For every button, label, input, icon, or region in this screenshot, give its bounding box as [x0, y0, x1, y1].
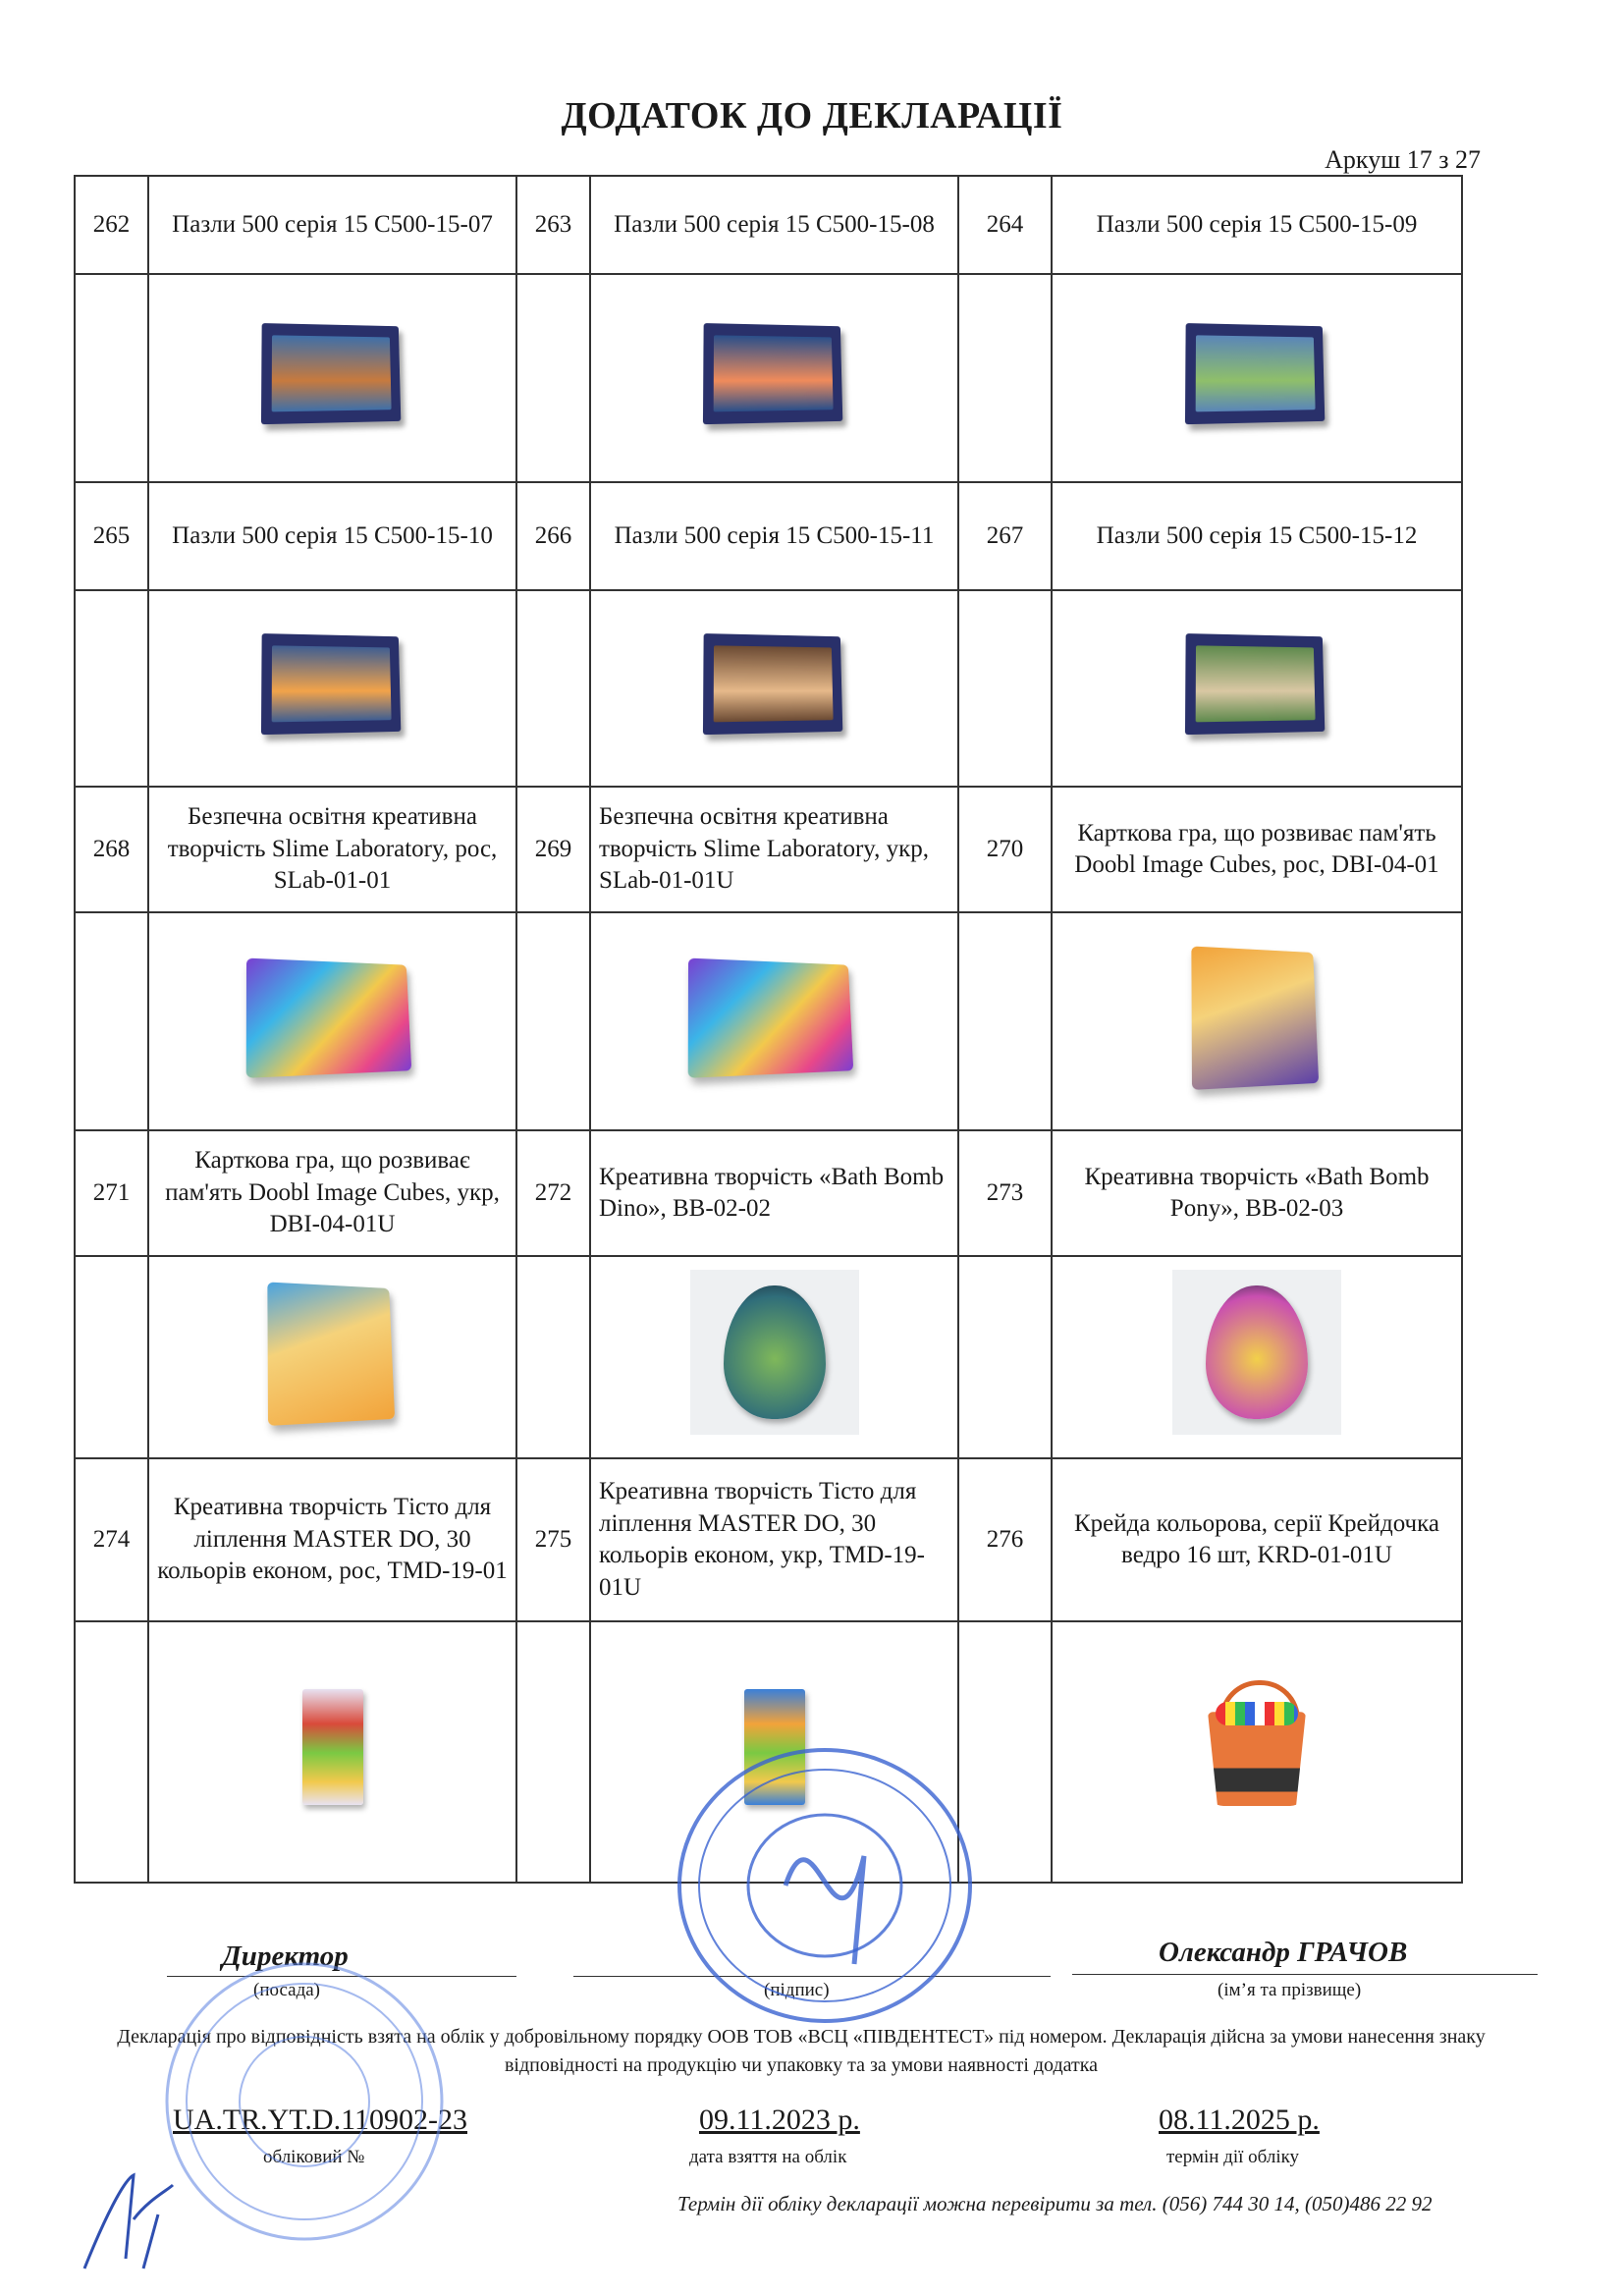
signature-scribble	[785, 1856, 864, 1964]
products-table	[74, 175, 1463, 1884]
product-number: 273	[958, 1130, 1052, 1256]
verification-footer: Термін дії обліку декларації можна перевірити за тел. (056) 744 30 14, (050)486 22 92	[677, 2192, 1433, 2215]
empty-cell	[75, 1256, 148, 1458]
declaration-text: Декларація про відповідність взята на облік у добровільному порядку ООВ ТОВ «ВСЦ «ПІВДЕНТЕСТ» під номером. Декларація дійсна за умови нанесення знаку відповідності на продукцію чи упаковку та за умови наявності додатка	[117, 2026, 1486, 2076]
product-image-cell	[590, 590, 958, 787]
product-image-cell	[148, 274, 516, 482]
person-line	[1072, 1974, 1538, 1975]
product-name: Карткова гра, що розвиває пам'ять Doobl Image Cubes, укр, DBI-04-01U	[148, 1130, 516, 1256]
empty-cell	[958, 590, 1052, 787]
product-number: 275	[516, 1458, 590, 1621]
certification-body-stamp	[147, 1954, 461, 2249]
product-number: 264	[958, 176, 1052, 274]
product-image-cell	[1052, 912, 1462, 1130]
product-text-row	[75, 176, 1462, 274]
registration-number-caption: обліковий №	[263, 2147, 365, 2167]
product-text-row	[75, 1458, 1462, 1621]
product-image-cell	[1052, 1256, 1462, 1458]
product-name: Пазли 500 серія 15 C500-15-10	[148, 482, 516, 590]
date-valid-caption: термін дії обліку	[1166, 2147, 1300, 2167]
bath-bomb-egg-icon	[690, 1270, 859, 1445]
date-valid: 08.11.2025 р.	[1159, 2104, 1320, 2136]
product-number: 274	[75, 1458, 148, 1621]
product-image-cell	[148, 1256, 516, 1458]
slime-kit-box-icon	[691, 960, 858, 1073]
product-name: Карткова гра, що розвиває пам'ять Doobl Image Cubes, рос, DBI-04-01	[1052, 787, 1462, 912]
puzzle-box-icon	[263, 324, 403, 422]
slime-kit-box-icon	[249, 960, 416, 1073]
product-number: 276	[958, 1458, 1052, 1621]
position-label: Директор	[222, 1941, 349, 1972]
empty-cell	[516, 912, 590, 1130]
signature-caption: (підпис)	[764, 1980, 830, 2000]
product-image-row	[75, 590, 1462, 787]
date-taken-caption: дата взяття на облік	[689, 2147, 847, 2167]
product-name: Пазли 500 серія 15 C500-15-07	[148, 176, 516, 274]
card-game-box-icon	[269, 1284, 397, 1421]
product-image-cell	[1052, 1621, 1462, 1883]
empty-cell	[516, 1256, 590, 1458]
product-number: 271	[75, 1130, 148, 1256]
empty-cell	[75, 274, 148, 482]
product-image-cell	[148, 590, 516, 787]
sheet-number: Аркуш 17 з 27	[1325, 145, 1481, 174]
product-name: Пазли 500 серія 15 C500-15-12	[1052, 482, 1462, 590]
product-number: 265	[75, 482, 148, 590]
handwritten-initials-signature	[75, 2160, 183, 2278]
empty-cell	[516, 274, 590, 482]
empty-cell	[75, 912, 148, 1130]
person-name: Олександр ГРАЧОВ	[1159, 1937, 1408, 1968]
product-number: 262	[75, 176, 148, 274]
chalk-bucket-icon	[1202, 1680, 1312, 1814]
product-name: Пазли 500 серія 15 C500-15-08	[590, 176, 958, 274]
product-image-cell	[590, 1256, 958, 1458]
company-seal-stamp	[668, 1738, 982, 2033]
document-title: ДОДАТОК ДО ДЕКЛАРАЦІЇ	[561, 95, 1063, 137]
product-image-cell	[590, 912, 958, 1130]
product-number: 267	[958, 482, 1052, 590]
product-image-cell	[148, 1621, 516, 1883]
position-caption: (посада)	[253, 1980, 320, 2000]
empty-cell	[75, 1621, 148, 1883]
product-name: Пазли 500 серія 15 C500-15-09	[1052, 176, 1462, 274]
product-text-row	[75, 787, 1462, 912]
product-name: Крейда кольорова, серії Крейдочка ведро 16 шт, KRD-01-01U	[1052, 1458, 1462, 1621]
product-text-row	[75, 482, 1462, 590]
card-game-box-icon	[1193, 948, 1321, 1085]
product-image-cell	[1052, 590, 1462, 787]
empty-cell	[516, 590, 590, 787]
product-name: Безпечна освітня креативна творчість Slime Laboratory, рос, SLab-01-01	[148, 787, 516, 912]
date-taken: 09.11.2023 р.	[699, 2104, 860, 2136]
product-image-row	[75, 912, 1462, 1130]
empty-cell	[75, 590, 148, 787]
product-name: Креативна творчість Тісто для ліплення MASTER DO, 30 кольорів економ, укр, TMD-19-01U	[590, 1458, 958, 1621]
puzzle-box-icon	[705, 634, 844, 733]
modeling-dough-box-icon	[302, 1689, 363, 1805]
product-number: 268	[75, 787, 148, 912]
product-name: Креативна творчість «Bath Bomb Dino», BB-02-02	[590, 1130, 958, 1256]
person-caption: (ім’я та прізвище)	[1218, 1980, 1362, 2000]
empty-cell	[958, 912, 1052, 1130]
product-name: Креативна творчість Тісто для ліплення MASTER DO, 30 кольорів економ, рос, TMD-19-01	[148, 1458, 516, 1621]
product-number: 269	[516, 787, 590, 912]
product-name: Креативна творчість «Bath Bomb Pony», BB-02-03	[1052, 1130, 1462, 1256]
product-name: Пазли 500 серія 15 C500-15-11	[590, 482, 958, 590]
empty-cell	[958, 274, 1052, 482]
product-number: 272	[516, 1130, 590, 1256]
registration-number: UA.TR.YT.D.110902-23	[173, 2104, 467, 2136]
product-text-row	[75, 1130, 1462, 1256]
puzzle-box-icon	[263, 634, 403, 733]
product-image-cell	[148, 912, 516, 1130]
product-image-cell	[590, 274, 958, 482]
product-name: Безпечна освітня креативна творчість Slime Laboratory, укр, SLab-01-01U	[590, 787, 958, 912]
product-number: 270	[958, 787, 1052, 912]
product-image-row	[75, 1256, 1462, 1458]
product-image-cell	[1052, 274, 1462, 482]
puzzle-box-icon	[1187, 634, 1326, 733]
puzzle-box-icon	[1187, 324, 1326, 422]
puzzle-box-icon	[705, 324, 844, 422]
product-image-row	[75, 274, 1462, 482]
product-number: 266	[516, 482, 590, 590]
bath-bomb-egg-icon	[1172, 1270, 1341, 1445]
empty-cell	[958, 1256, 1052, 1458]
product-number: 263	[516, 176, 590, 274]
empty-cell	[516, 1621, 590, 1883]
